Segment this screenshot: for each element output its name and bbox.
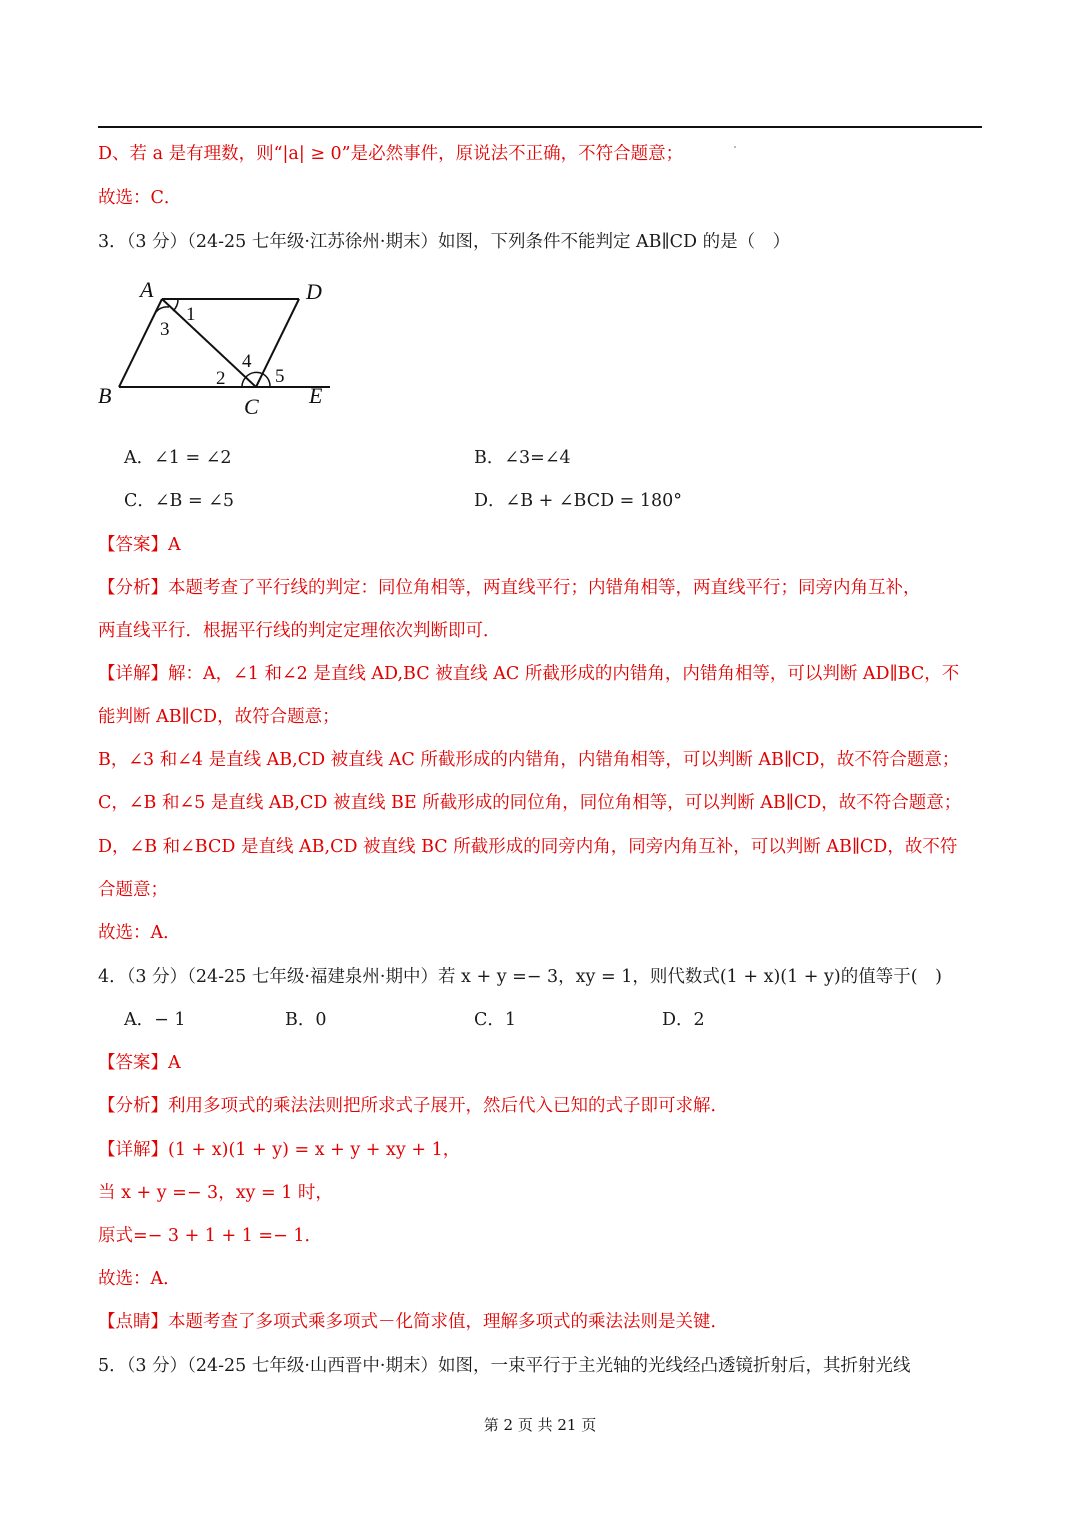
angle-label-1: 1	[186, 304, 196, 325]
q4-answer: 【答案】A	[98, 1053, 181, 1073]
q3-option-d: D．∠B + ∠BCD = 180°	[474, 491, 683, 511]
q4-choose-line: 故选：A．	[98, 1269, 181, 1289]
q3-option-c: C．∠B = ∠5	[124, 491, 234, 511]
q4-option-b: B．0	[285, 1010, 327, 1030]
header-rule	[98, 126, 982, 128]
q4-comment: 【点睛】本题考查了多项式乘多项式－化简求值，理解多项式的乘法法则是关键．	[98, 1312, 728, 1332]
q3-detail-line-6: 合题意；	[98, 880, 168, 900]
angle-label-4: 4	[242, 351, 252, 372]
point-label-b: B	[98, 383, 112, 408]
q5-stem: 5．（3 分）（24-25 七年级·山西晋中·期末）如图，一束平行于主光轴的光线经凸透镜折射后，其折射光线	[98, 1356, 911, 1376]
q4-stem: 4．（3 分）（24-25 七年级·福建泉州·期中）若 x + y =− 3，xy = 1，则代数式(1 + x)(1 + y)的值等于( )	[98, 967, 942, 987]
point-label-e: E	[309, 383, 323, 408]
q4-detail-line-3: 原式=− 3 + 1 + 1 =− 1．	[98, 1226, 322, 1246]
q4-option-c: C．1	[474, 1010, 517, 1030]
angle-label-5: 5	[275, 366, 285, 387]
angle-label-3: 3	[160, 319, 170, 340]
q3-analysis-line-1: 【分析】本题考查了平行线的判定：同位角相等，两直线平行；内错角相等，两直线平行；同旁内角互补，	[98, 578, 921, 598]
prev-detail-line-d: D、若 a 是有理数，则“|a| ≥ 0”是必然事件，原说法不正确，不符合题意；	[98, 144, 684, 164]
q3-stem: 3．（3 分）（24-25 七年级·江苏徐州·期末）如图，下列条件不能判定 AB∥CD 的是（ ）	[98, 232, 791, 252]
q3-detail-line-2: 能判断 AB∥CD，故符合题意；	[98, 707, 340, 727]
prev-choose-line: 故选：C．	[98, 188, 182, 208]
q3-option-b: B．∠3=∠4	[474, 448, 571, 468]
q3-detail-line-1: 【详解】解：A，∠1 和∠2 是直线 AD,BC 被直线 AC 所截形成的内错角，内错角相等，可以判断 AD∥BC，不	[98, 664, 960, 684]
q3-detail-line-4: C，∠B 和∠5 是直线 AB,CD 被直线 BE 所截形成的同位角，同位角相等，可以判断 AB∥CD，故不符合题意；	[98, 793, 962, 813]
q4-option-a: A．− 1	[124, 1010, 186, 1030]
q3-detail-line-5: D，∠B 和∠BCD 是直线 AB,CD 被直线 BC 所截形成的同旁内角，同旁内角互补，可以判断 AB∥CD，故不符	[98, 837, 958, 857]
q3-analysis-line-2: 两直线平行．根据平行线的判定定理依次判断即可．	[98, 621, 501, 641]
q4-analysis: 【分析】利用多项式的乘法法则把所求式子展开，然后代入已知的式子即可求解．	[98, 1096, 728, 1116]
point-label-d: D	[306, 279, 322, 304]
q4-detail-line-2: 当 x + y =− 3，xy = 1 时，	[98, 1183, 333, 1203]
point-label-c: C	[244, 394, 259, 419]
q3-answer: 【答案】A	[98, 535, 181, 555]
angle-label-2: 2	[216, 368, 226, 389]
q4-option-d: D．2	[662, 1010, 705, 1030]
scan-speck	[734, 146, 736, 148]
page-footer: 第 2 页 共 21 页	[483, 1416, 597, 1434]
q3-option-a: A．∠1 = ∠2	[124, 448, 232, 468]
point-label-a: A	[140, 277, 154, 302]
q3-parallelogram-figure	[92, 270, 342, 425]
q4-detail-line-1: 【详解】(1 + x)(1 + y) = x + y + xy + 1，	[98, 1140, 461, 1160]
q3-choose-line: 故选：A．	[98, 923, 181, 943]
q3-detail-line-3: B，∠3 和∠4 是直线 AB,CD 被直线 AC 所截形成的内错角，内错角相等，可以判断 AB∥CD，故不符合题意；	[98, 750, 960, 770]
